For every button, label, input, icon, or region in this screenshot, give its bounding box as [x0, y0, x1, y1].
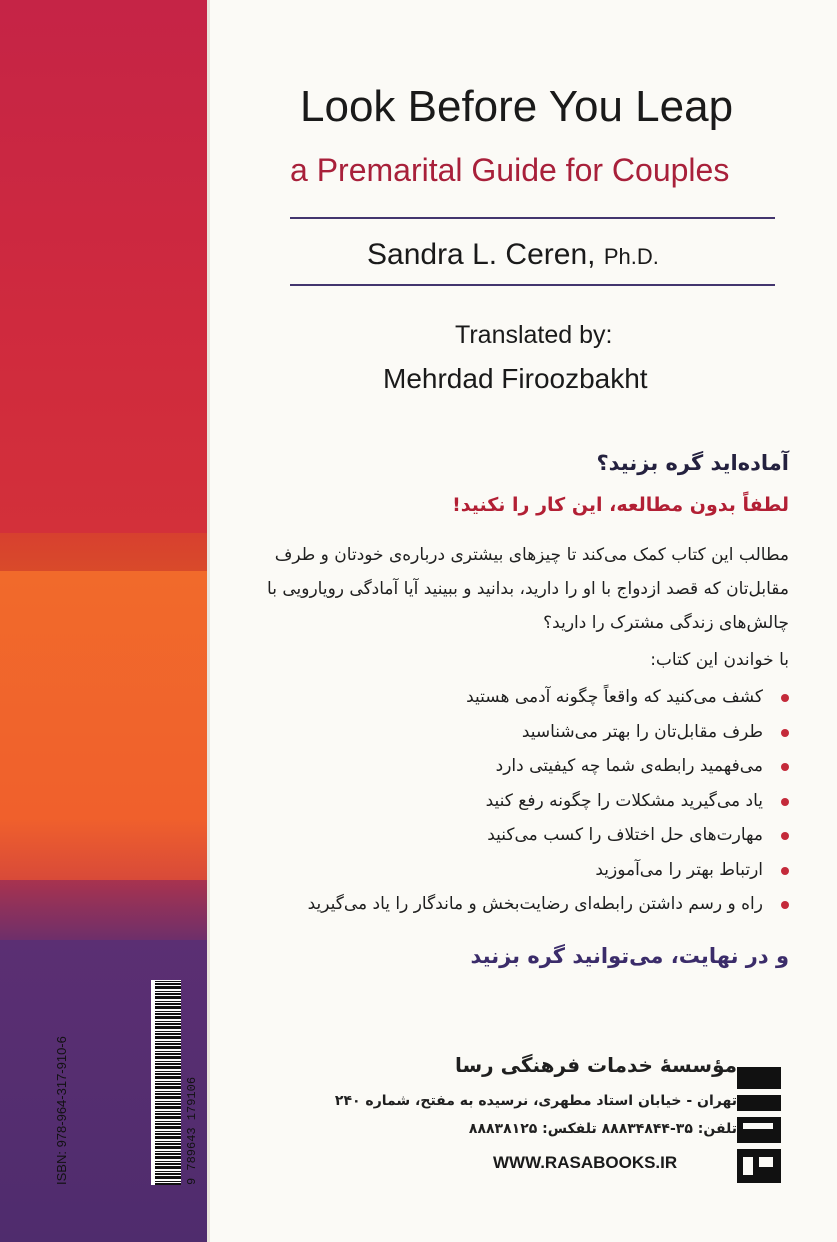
list-item — [269, 853, 789, 888]
list-item-text: می‌فهمید رابطه‌ی شما چه کیفیتی دارد — [495, 756, 763, 776]
divider-bottom — [290, 284, 775, 286]
color-band-orange — [0, 571, 207, 880]
bullet-dot-icon — [781, 867, 789, 875]
list-item-text: یاد می‌گیرید مشکلات را چگونه رفع کنید — [485, 790, 763, 811]
list-item-text: ارتباط بهتر را می‌آموزید — [595, 859, 763, 880]
bullet-dot-icon — [781, 832, 789, 840]
blurb-paragraph: مطالب این کتاب کمک می‌کند تا چیزهای بیشتری درباره‌ی خودتان و طرف مقابل‌تان که قصد ازدواج با او را دارید، بدانید و ببینید آیا آمادگی رویارویی با چالش‌های زندگی مشترک را دارید؟ — [267, 545, 789, 633]
list-item-text: مهارت‌های حل اختلاف را کسب می‌کنید — [487, 825, 763, 845]
divider-top — [290, 217, 775, 219]
benefit-list — [269, 680, 789, 922]
publisher-phones: تلفن: ۳۵-۸۸۸۳۴۸۴۴ تلفکس: ۸۸۸۳۸۱۲۵ — [468, 1121, 737, 1137]
book-subtitle: a Premarital Guide for Couples — [290, 152, 730, 188]
list-item — [269, 784, 789, 819]
list-item — [269, 680, 789, 715]
book-title: Look Before You Leap — [300, 82, 734, 131]
list-item — [269, 749, 789, 784]
translator-name: Mehrdad Firoozbakht — [383, 363, 648, 394]
spine-edge — [207, 0, 210, 1242]
author-degree: Ph.D. — [603, 244, 659, 269]
list-item — [269, 818, 789, 853]
publisher-website: WWW.RASABOOKS.IR — [493, 1153, 678, 1172]
list-item-text: راه و رسم داشتن رابطه‌ای رضایت‌بخش و ماندگار را یاد می‌گیرید — [307, 894, 763, 914]
color-band-plum — [0, 880, 207, 940]
barcode-bars — [155, 980, 181, 1185]
author-name: Sandra L. Ceren, — [367, 238, 596, 271]
color-band-transition — [0, 533, 207, 571]
color-band-red — [0, 0, 207, 533]
list-item-text: کشف می‌کنید که واقعاً چگونه آدمی هستید — [466, 687, 763, 707]
list-item-text: طرف مقابل‌تان را بهتر می‌شناسید — [521, 721, 763, 742]
bullet-dot-icon — [781, 729, 789, 737]
publisher-logo-icon — [735, 1065, 785, 1185]
barcode-digits: 9 789643 179106 — [185, 1076, 199, 1185]
translated-by-label: Translated by: — [455, 321, 613, 349]
isbn-label: ISBN: 978-964-317-910-6 — [54, 1036, 69, 1185]
bullet-dot-icon — [781, 798, 789, 806]
author — [367, 238, 659, 272]
bullet-dot-icon — [781, 694, 789, 702]
bullet-dot-icon — [781, 901, 789, 909]
barcode — [151, 980, 181, 1185]
publisher-name: مؤسسهٔ خدمات فرهنگی رسا — [454, 1053, 737, 1077]
blurb-closing: و در نهایت، می‌توانید گره بزنید — [470, 944, 789, 968]
list-item — [269, 715, 789, 750]
blurb-warning: لطفاً بدون مطالعه، این کار را نکنید! — [452, 494, 789, 516]
blurb-lead-in: با خواندن این کتاب: — [650, 650, 789, 670]
list-item — [269, 887, 789, 922]
blurb-question: آماده‌اید گره بزنید؟ — [596, 451, 789, 475]
bullet-dot-icon — [781, 763, 789, 771]
publisher-address: تهران - خیابان استاد مطهری، نرسیده به مفتح، شماره ۲۴۰ — [334, 1093, 737, 1109]
